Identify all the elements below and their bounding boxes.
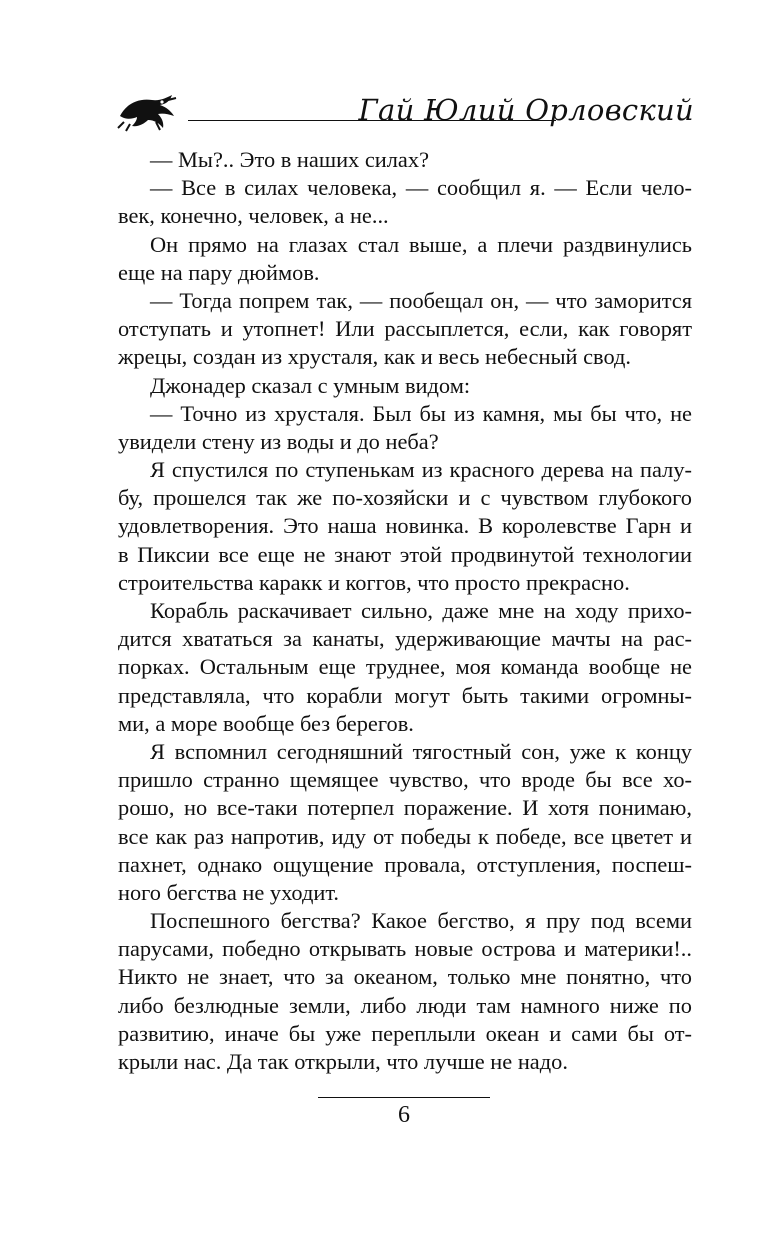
text-line: дится хвататься за канаты, удерживающие мачты на рас-: [118, 626, 692, 652]
text-line: либо безлюдные земли, либо люди там намного ниже по: [118, 992, 692, 1018]
text-line: — Мы?.. Это в наших силах?: [150, 147, 430, 172]
text-line: ми, а море вообще без берегов.: [118, 710, 414, 736]
text-line: крыли нас. Да так открыли, что лучше не надо.: [118, 1049, 568, 1074]
text-line: Я вспомнил сегодняшний тягостный сон, уже к концу: [150, 738, 692, 764]
text-line: увидели стену из воды и до неба?: [118, 428, 439, 454]
text-line: — Точно из хрусталя. Был бы из камня, мы бы что, не: [150, 400, 692, 426]
text-line: Он прямо на глазах стал выше, а плечи раздвинулись: [150, 231, 692, 257]
running-header-author: Гай Юлий Орловский: [358, 93, 694, 127]
text-line: парусами, победно открывать новые острова и материки!..: [118, 936, 692, 962]
text-line: век, конечно, человек, а не...: [118, 203, 389, 229]
text-line: еще на пару дюймов.: [118, 259, 320, 285]
text-line: пришло странно щемящее чувство, что вроде бы все хо-: [118, 767, 692, 793]
running-header: [116, 90, 694, 136]
text-line: Джонадер сказал с умным видом:: [150, 372, 471, 398]
text-line: отступать и утопнет! Или рассыплется, если, как говорят: [118, 316, 692, 342]
text-line: Никто не знает, что за океаном, только мне понятно, что: [118, 964, 692, 990]
text-line: строительства каракк и коггов, что просто прекрасно.: [118, 569, 630, 595]
text-line: удовлетворения. Это наша новинка. В королевстве Гарн и: [118, 513, 692, 539]
text-line: порках. Остальным еще труднее, моя команда вообще не: [118, 654, 692, 680]
text-line: Корабль раскачивает сильно, даже мне на ходу прихо-: [150, 598, 692, 623]
text-line: представляла, что корабли могут быть такими огромны-: [118, 682, 692, 708]
body-text: [118, 146, 692, 1076]
footer-rule: [318, 1097, 490, 1098]
text-line: Поспешного бегства? Какое бегство, я пру под всеми: [150, 908, 692, 934]
text-line: ного бегства не уходит.: [118, 879, 340, 905]
text-line: жрецы, создан из хрусталя, как и весь небесный свод.: [118, 344, 631, 370]
text-line: Я спустился по ступенькам из красного дерева на палу-: [150, 457, 692, 483]
page-number: 6: [398, 1102, 410, 1128]
text-line: все как раз напротив, иду от победы к победе, все цветет и: [118, 823, 692, 849]
text-line: пахнет, однако ощущение провала, отступления, поспеш-: [118, 851, 692, 877]
text-line: рошо, но все-таки потерпел поражение. И хотя понимаю,: [118, 795, 692, 821]
text-line: бу, прошелся так же по-хозяйски и с чувством глубокого: [118, 485, 692, 511]
text-line: развитию, иначе бы уже переплыли океан и сами бы от-: [118, 1020, 692, 1046]
text-line: в Пиксии все еще не знают этой продвинутой технологии: [118, 541, 692, 567]
text-line: — Тогда попрем так, — пообещал он, — что заморится: [150, 287, 692, 313]
text-line: — Все в силах человека, — сообщил я. — Если чело-: [150, 175, 692, 201]
dragon-emblem-icon: [116, 92, 178, 132]
